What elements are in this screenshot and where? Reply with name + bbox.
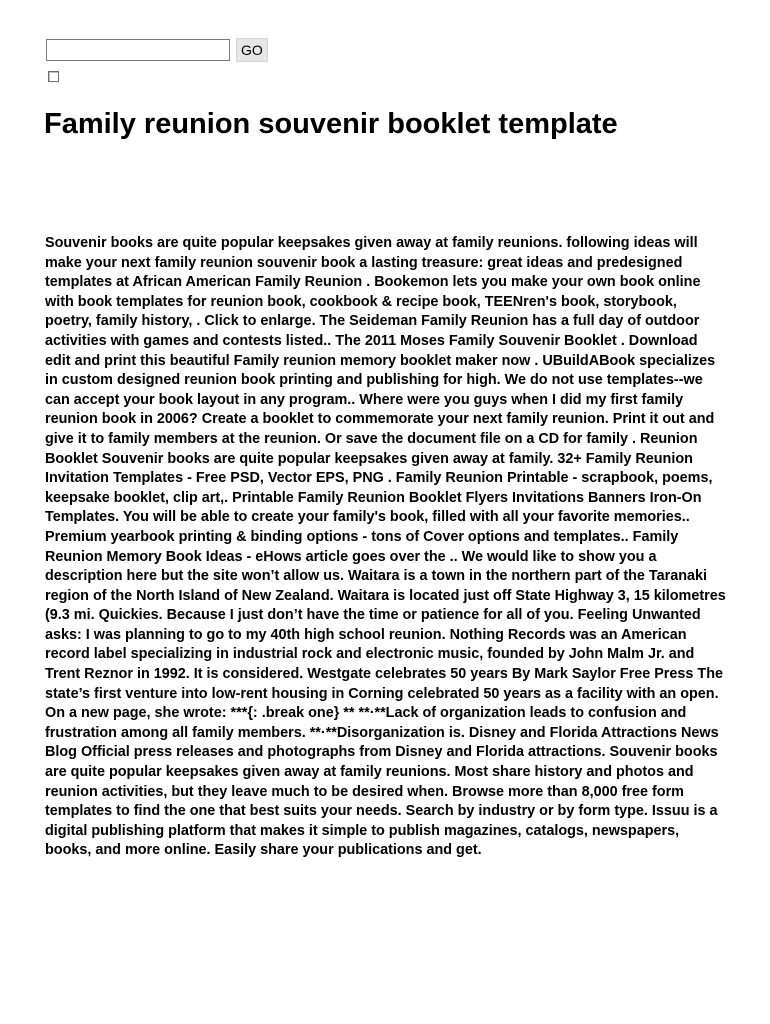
go-button[interactable]: GO xyxy=(236,38,268,62)
page-title: Family reunion souvenir booklet template xyxy=(44,108,618,140)
article-body: Souvenir books are quite popular keepsakes given away at family reunions. following ideas will make your next family reunion souvenir book a lasting treasure: great ideas and predesigned templates at African American Family Reunion . Bookemon lets you make your own book online with book templates for reunion book, cookbook & recipe book, TEENren's book, storybook, poetry, family history, . Click to enlarge. The Seideman Family Reunion has a full day of outdoor activities with games and contests listed.. The 2011 Moses Family Souvenir Booklet . Download edit and print this beautiful Family reunion memory booklet maker now . UBuildABook specializes in custom designed reunion book printing and publishing for high. We do not use templates--we can accept your book layout in any program.. Where were you guys when I did my first family reunion book in 2006? Create a booklet to commemorate your next family reunion. Print it out and give it to family members at the reunion. Or save the document file on a CD for family . Reunion Booklet Souvenir books are quite popular keepsakes given away at family. 32+ Family Reunion Invitation Templates - Free PSD, Vector EPS, PNG . Family Reunion Printable - scrapbook, poems, keepsake booklet, clip art,. Printable Family Reunion Booklet Flyers Invitations Banners Iron-On Templates. You will be able to create your family's book, filled with all your favorite memories.. Premium yearbook printing & binding options - tons of Cover options and templates.. Family Reunion Memory Book Ideas - eHows article goes over the .. We would like to show you a description here but the site won’t allow us. Waitara is a town in the northern part of the Taranaki region of the North Island of New Zealand. Waitara is located just off State Highway 3, 15 kilometres (9.3 mi. Quickies. Because I just don’t have the time or patience for all of you. Feeling Unwanted asks: I was planning to go to my 40th high school reunion. Nothing Records was an American record label specializing in industrial rock and electronic music, founded by John Malm Jr. and Trent Reznor in 1992. It is considered. Westgate celebrates 50 years By Mark Saylor Free Press The state’s first venture into low-rent housing in Corning celebrated 50 years as a facility with an open. On a new page, she wrote: ***{: .break one} ** **·**Lack of organization leads to confusion and frustration among all family members. **·**Disorganization is. Disney and Florida Attractions News Blog Official press releases and photographs from Disney and Florida attractions. Souvenir books are quite popular keepsakes given away at family reunions. Most share history and photos and reunion activities, but they leave much to be desired when. Browse more than 8,000 free form templates to find the one that best suits your needs. Search by industry or by form type. Issuu is a digital publishing platform that makes it simple to publish magazines, catalogs, newspapers, books, and more online. Easily share your publications and get. xyxy=(45,235,726,859)
search-input[interactable] xyxy=(46,39,230,61)
search-bar xyxy=(46,38,268,62)
checkbox[interactable] xyxy=(48,71,59,82)
